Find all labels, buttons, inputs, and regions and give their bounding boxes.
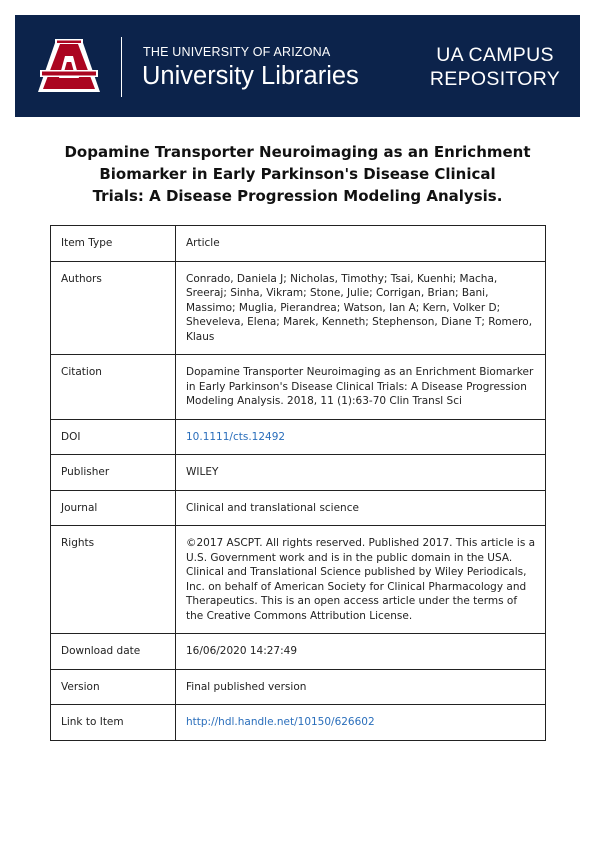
metadata-label: Journal <box>51 490 176 526</box>
metadata-row-authors <box>51 261 546 355</box>
metadata-table <box>50 225 546 741</box>
metadata-row-citation <box>51 355 546 420</box>
metadata-label: Item Type <box>51 226 176 262</box>
metadata-value: WILEY <box>176 455 546 491</box>
repository-line-2: REPOSITORY <box>429 68 561 90</box>
university-name: THE UNIVERSITY OF ARIZONA <box>143 45 331 59</box>
libraries-name: University Libraries <box>142 62 359 90</box>
document-title <box>40 141 555 207</box>
metadata-row-rights <box>51 526 546 634</box>
repository-name <box>420 43 570 91</box>
metadata-row-link-to-item <box>51 705 546 741</box>
doi-link[interactable]: 10.1111/cts.12492 <box>186 430 286 443</box>
header-banner <box>15 15 580 117</box>
metadata-value: Article <box>176 226 546 262</box>
metadata-row-item-type <box>51 226 546 262</box>
metadata-value <box>176 705 546 741</box>
title-line: Dopamine Transporter Neuroimaging as an Enrichment <box>64 143 531 161</box>
metadata-label: Version <box>51 669 176 705</box>
metadata-value: Conrado, Daniela J; Nicholas, Timothy; Tsai, Kuenhi; Macha, Sreeraj; Sinha, Vikram; Stone, Julie; Corrigan, Brian; Bani, Massimo; Muglia, Pierandrea; Watson, Ian A; Kern, Volker D; Sheveleva, Elena; Marek, Kenneth; Stephenson, Diane T; Romero, Klaus <box>176 261 546 355</box>
metadata-value: ©2017 ASCPT. All rights reserved. Published 2017. This article is a U.S. Government work and is in the public domain in the USA. Clinical and Translational Science published by Wiley Periodicals, Inc. on behalf of American Society for Clinical Pharmacology and Therapeutics. This is an open access article under the terms of the Creative Commons Attribution License. <box>176 526 546 634</box>
metadata-label: Citation <box>51 355 176 420</box>
metadata-row-download-date <box>51 634 546 670</box>
metadata-row-journal <box>51 490 546 526</box>
metadata-value <box>176 419 546 455</box>
repository-line-1: UA CAMPUS <box>436 44 554 66</box>
metadata-row-doi <box>51 419 546 455</box>
metadata-label: Download date <box>51 634 176 670</box>
metadata-label: Authors <box>51 261 176 355</box>
metadata-value: Dopamine Transporter Neuroimaging as an Enrichment Biomarker in Early Parkinson's Disease Clinical Trials: A Disease Progression Modeling Analysis. 2018, 11 (1):63-70 Clin Transl Sci <box>176 355 546 420</box>
title-line: Biomarker in Early Parkinson's Disease Clinical <box>99 165 496 183</box>
metadata-value: Final published version <box>176 669 546 705</box>
metadata-label: Link to Item <box>51 705 176 741</box>
metadata-label: DOI <box>51 419 176 455</box>
metadata-row-publisher <box>51 455 546 491</box>
item-link[interactable]: http://hdl.handle.net/10150/626602 <box>186 716 375 728</box>
metadata-label: Publisher <box>51 455 176 491</box>
metadata-value: Clinical and translational science <box>176 490 546 526</box>
metadata-value: 16/06/2020 14:27:49 <box>176 634 546 670</box>
metadata-label: Rights <box>51 526 176 634</box>
university-logo-icon <box>34 37 104 95</box>
title-line: Trials: A Disease Progression Modeling Analysis. <box>92 187 503 205</box>
header-divider <box>121 37 122 97</box>
metadata-row-version <box>51 669 546 705</box>
